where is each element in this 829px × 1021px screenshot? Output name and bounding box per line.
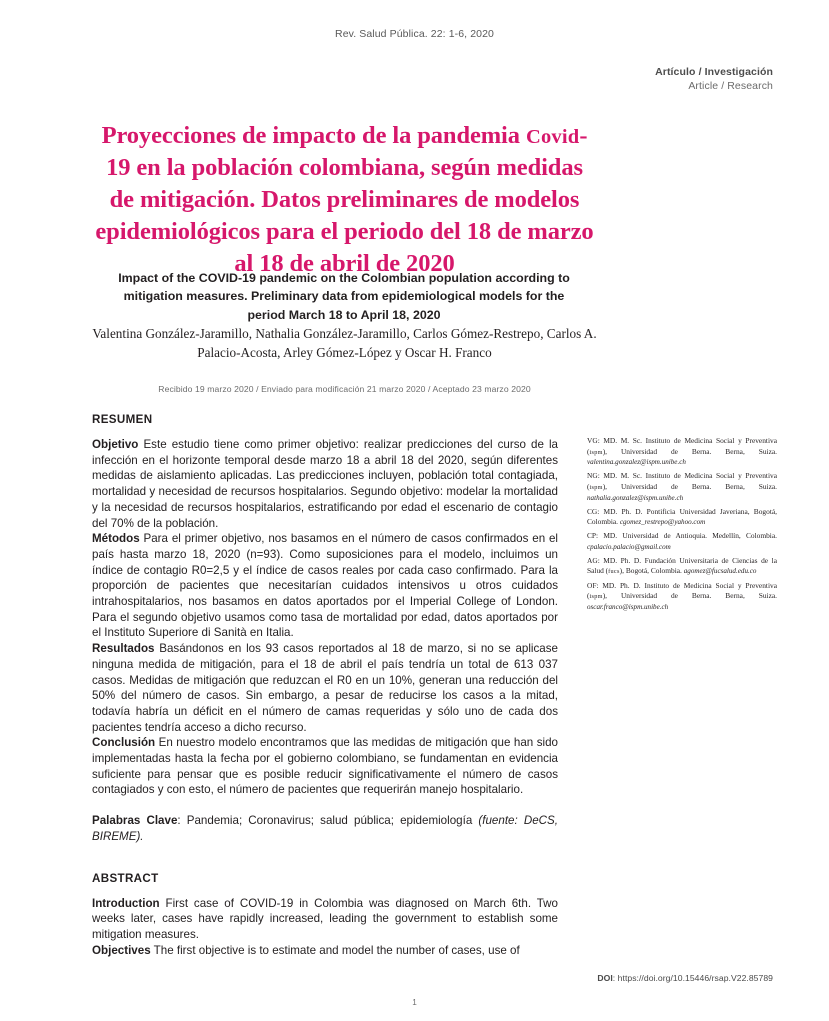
resumen-conclusion — [92, 735, 558, 798]
affiliation-initials: AG — [587, 555, 598, 565]
keywords-source: (fuente: DeCS, BIREME). — [92, 814, 558, 843]
affiliation-acronym: fucs — [608, 568, 620, 576]
affiliation-initials: VG — [587, 436, 598, 445]
submission-dates: Recibido 19 marzo 2020 / Enviado para modificación 21 marzo 2020 / Aceptado 23 marzo 2020 — [158, 384, 531, 394]
affiliation-email[interactable]: valentina.gonzalez@ispm.unibe.ch — [587, 458, 686, 467]
doi-line — [597, 973, 773, 983]
affiliation-text-cont: ), Universidad de Berna. Berna, Suiza. — [602, 481, 777, 491]
affiliation-entry — [587, 507, 777, 528]
abstract-introduction-text: First case of COVID-19 in Colombia was diagnosed on March 6th. Two weeks later, cases have rapidly increased, leading the government to establish some mitigation measures. — [92, 896, 558, 941]
affiliation-acronym: ispm — [589, 448, 603, 456]
affiliation-initials: CP — [587, 531, 597, 541]
resumen-metodos — [92, 531, 558, 641]
title-es-smallcaps: Covid — [525, 126, 580, 149]
page-number: 1 — [412, 998, 417, 1007]
doi-value: : https://doi.org/10.15446/rsap.V22.85789 — [612, 973, 773, 983]
keywords-label: Palabras Clave — [92, 814, 178, 828]
page-title-es — [92, 120, 597, 279]
affiliation-email[interactable]: nathalia.gonzalez@ispm.unibe.ch — [587, 493, 684, 502]
affiliation-text-cont: ), Bogotá, Colombia. — [619, 566, 684, 576]
resumen-resultados — [92, 641, 558, 735]
affiliation-email[interactable]: agomez@fucsalud.edu.co — [683, 567, 757, 576]
affiliation-text-cont: ), Universidad de Berna. Berna, Suiza. — [602, 446, 777, 456]
resumen-metodos-label: Métodos — [92, 532, 140, 546]
affiliation-text: : MD. Ph. D. Fundación Universitaria de Ciencias de la Salud ( — [587, 555, 777, 576]
affiliation-initials: CG — [587, 506, 598, 516]
affiliation-acronym: ispm — [589, 593, 603, 601]
keywords — [92, 813, 558, 844]
abstract-column — [92, 413, 558, 958]
resumen-conclusion-label: Conclusión — [92, 736, 156, 750]
affiliation-text-cont: ), Universidad de Berna. Berna, Suiza. — [602, 591, 777, 601]
affiliation-text: : MD. Ph. D. Pontificia Universidad Javeriana, Bogotá, Colombia. — [587, 506, 777, 527]
resumen-resultados-text: Basándonos en los 93 casos reportados al 18 de marzo, si no se aplicase ninguna medida de mitigación, para el 18 de abril el país tendría un total de 613 037 casos. Medidas de mitigación que reduzcan el R0 en un 10%, generan una reducción del 50% del número de casos. Sin embargo, a pesar de reducirse los casos a la mitad, todavía habría un déficit en el número de camas requeridas y sólo uno de cada dos pacientes tendría acceso a dicho recurso. — [92, 642, 558, 734]
article-type-en: Article / Research — [688, 79, 773, 92]
affiliation-initials: OF — [587, 580, 597, 590]
affiliation-entry — [587, 471, 777, 503]
resumen-heading: RESUMEN — [92, 413, 153, 426]
resumen-objetivo-label: Objetivo — [92, 438, 139, 451]
abstract-objectives-label: Objectives — [92, 943, 151, 957]
author-list: Valentina González-Jaramillo, Nathalia González-Jaramillo, Carlos Gómez-Restrepo, Carlos A. Palacio-Acosta, Arley Gómez-López y Oscar H. Franco — [92, 326, 597, 361]
affiliation-email[interactable]: oscar.franco@ispm.unibe.ch — [587, 602, 669, 611]
abstract-introduction-label: Introduction — [92, 896, 160, 910]
running-head: Rev. Salud Pública. 22: 1-6, 2020 — [335, 28, 494, 40]
affiliation-email[interactable]: cgomez_restrepo@yahoo.com — [619, 518, 706, 527]
title-es-part1: Proyecciones de impacto de la pandemia — [101, 122, 526, 150]
title-es-part2: -19 en la población colombiana, según medidas de mitigación. Datos preliminares de modelos epidemiológicos para el periodo del 18 de marzo al 18 de abril de 2020 — [95, 122, 594, 277]
article-type-es: Artículo / Investigación — [655, 66, 773, 78]
affiliation-text: : MD. Ph. D. Instituto de Medicina Social y Preventiva ( — [587, 580, 777, 601]
affiliation-text: : MD. M. Sc. Instituto de Medicina Social y Preventiva ( — [587, 436, 777, 456]
abstract-introduction — [92, 896, 558, 943]
abstract-heading: ABSTRACT — [92, 871, 159, 885]
resumen-conclusion-text: En nuestro modelo encontramos que las medidas de mitigación que han sido implementadas hasta la fecha por el gobierno colombiano, se fundamentan en evidencia suficiente para pensar que es posible reducir significativamente el número de casos contagiados y con esto, el número de pacientes que requerirán manejo hospitalario. — [92, 736, 558, 797]
affiliation-acronym: ispm — [589, 483, 603, 491]
page-title-en: Impact of the COVID-19 pandemic on the Colombian population according to mitigation measures. Preliminary data from epidemiological models for the period March 18 to April 18, 2020 — [118, 271, 570, 322]
resumen-objetivo — [92, 437, 558, 531]
affiliation-entry — [587, 556, 777, 577]
resumen-objetivo-text: Este estudio tiene como primer objetivo: realizar predicciones del curso de la infección en el horizonte temporal desde marzo 18 a abril 18 del 2020, según diferentes medidas de aislamiento aplicadas. Las predicciones incluyen, población total contagiada, mortalidad y necesidad de recursos hospitalarios. Segundo objetivo: modelar la mortalidad y la necesidad de recursos hospitalarios, estratificando por edad el escenario de contagio del 70% de la población. — [92, 438, 558, 530]
affiliation-entry — [587, 581, 777, 613]
article-type-block — [655, 66, 773, 94]
affiliation-text: : MD. Universidad de Antioquia. Medellín, Colombia. — [596, 531, 777, 541]
doi-label: DOI — [597, 973, 613, 983]
resumen-metodos-text: Para el primer objetivo, nos basamos en el número de casos confirmados en el país hasta marzo 18, 2020 (n=93). Como suposiciones para el modelo, incluimos un índice de contagio R0=2,5 y el índice de casos reales por cada caso confirmado. Para la proporción de pacientes que necesitarían cuidados intensivos u otros cuidados intrahospitalarios, nos basamos en datos aportados por el Imperial College of London. Para el segundo objetivo usamos como tasa de mortalidad por edad, datos aportados por el Instituto Superiore di Sanità en Italia. — [92, 532, 558, 640]
resumen-resultados-label: Resultados — [92, 642, 155, 656]
affiliation-initials: NG — [587, 471, 598, 481]
affiliation-entry — [587, 531, 777, 552]
affiliation-text: : MD. M. Sc. Instituto de Medicina Social y Preventiva ( — [587, 471, 777, 491]
affiliation-entry — [587, 436, 777, 468]
keywords-text: : Pandemia; Coronavirus; salud pública; epidemiología — [177, 814, 479, 828]
abstract-objectives-text: The first objective is to estimate and model the number of cases, use of — [150, 943, 520, 957]
affiliation-email[interactable]: cpalacio.palacio@gmail.com — [587, 542, 671, 551]
abstract-objectives — [92, 943, 558, 959]
affiliations-block — [587, 436, 777, 616]
